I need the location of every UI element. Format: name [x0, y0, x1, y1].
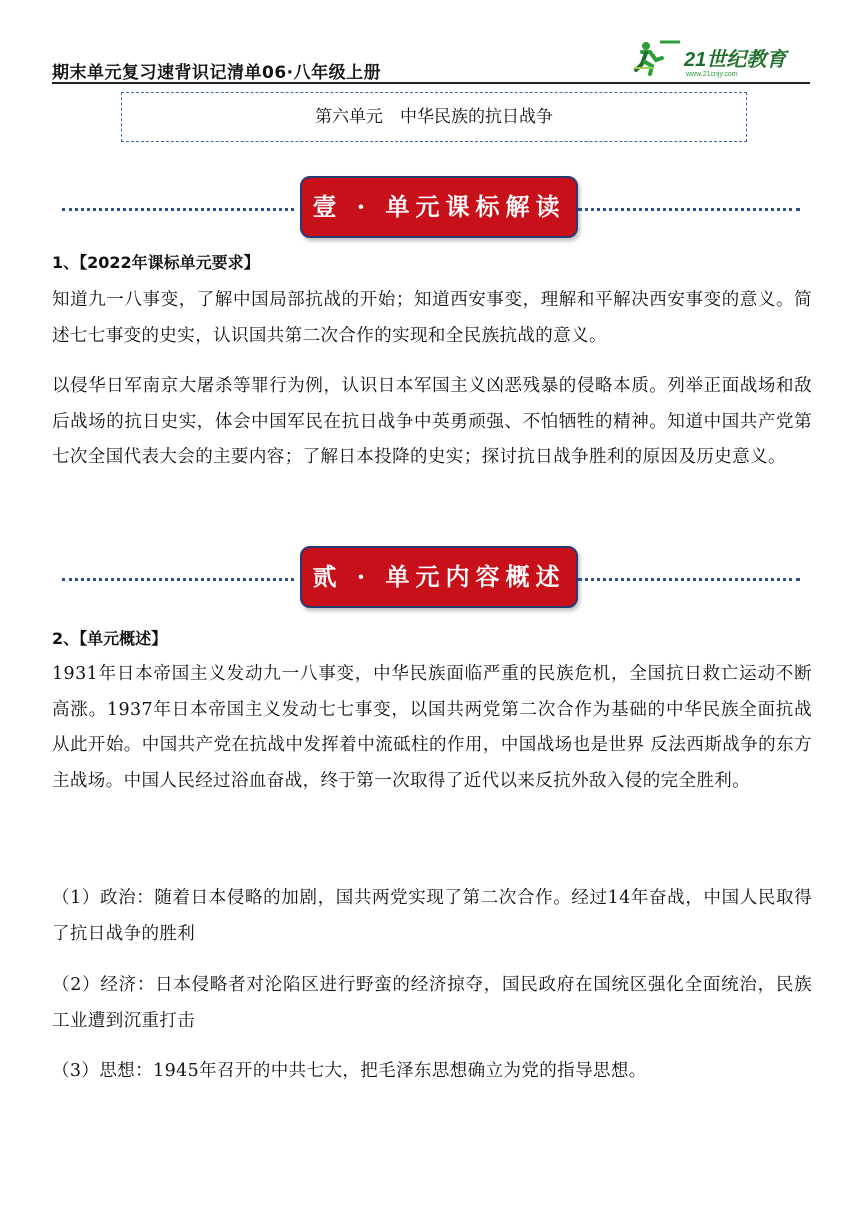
logo-21cnjy	[632, 38, 792, 78]
runner-icon	[634, 42, 680, 74]
list-item: （3）思想：1945年召开的中共七大，把毛泽东思想确立为党的指导思想。	[52, 1061, 647, 1081]
page-header	[52, 38, 810, 84]
section-banner-label: 壹 · 单元课标解读	[300, 176, 578, 238]
dotted-divider-right	[578, 578, 800, 581]
dotted-divider-right	[578, 208, 800, 211]
logo-text: 21世纪教育	[684, 49, 787, 71]
section-banner-1	[62, 176, 800, 242]
section-banner-2	[62, 546, 800, 612]
paragraph: 1931年日本帝国主义发动九一八事变，中华民族面临严重的民族危机，全国抗日救亡运动不断高涨。1937年日本帝国主义发动七七事变，以国共两党第二次合作为基础的中华民族全面抗战从此开始。中国共产党在抗战中发挥着中流砥柱的作用，中国战场也是世界 反法西斯战争的东方主战场。中国人民经过浴血奋战，终于第一次取得了近代以来反抗外敌入侵的完全胜利。	[52, 664, 812, 791]
dotted-divider-left	[62, 578, 294, 581]
section-heading: 2、【单元概述】	[52, 629, 168, 648]
list-item: （1）政治：随着日本侵略的加剧，国共两党实现了第二次合作。经过14年奋战，中国人民取得了抗日战争的胜利	[52, 888, 812, 944]
logo-url: www.21cnjy.com	[686, 71, 738, 78]
paragraph: 知道九一八事变，了解中国局部抗战的开始；知道西安事变，理解和平解决西安事变的意义。简述七七事变的史实，认识国共第二次合作的实现和全民族抗战的意义。	[52, 290, 812, 346]
section-banner-label: 贰 · 单元内容概述	[300, 546, 578, 608]
unit-title: 第六单元 中华民族的抗日战争	[315, 107, 553, 127]
paragraph: 以侵华日军南京大屠杀等罪行为例，认识日本军国主义凶恶残暴的侵略本质。列举正面战场和敌后战场的抗日史实，体会中国军民在抗日战争中英勇顽强、不怕牺牲的精神。知道中国共产党第七次全国代表大会的主要内容；了解日本投降的史实；探讨抗日战争胜利的原因及历史意义。	[52, 376, 812, 467]
dotted-divider-left	[62, 208, 294, 211]
section-heading: 1、【2022年课标单元要求】	[52, 253, 260, 272]
unit-title-box	[121, 92, 747, 142]
list-item: （2）经济：日本侵略者对沦陷区进行野蛮的经济掠夺，国民政府在国统区强化全面统治，民族工业遭到沉重打击	[52, 975, 812, 1031]
header-title: 期末单元复习速背识记清单06·八年级上册	[52, 63, 382, 83]
